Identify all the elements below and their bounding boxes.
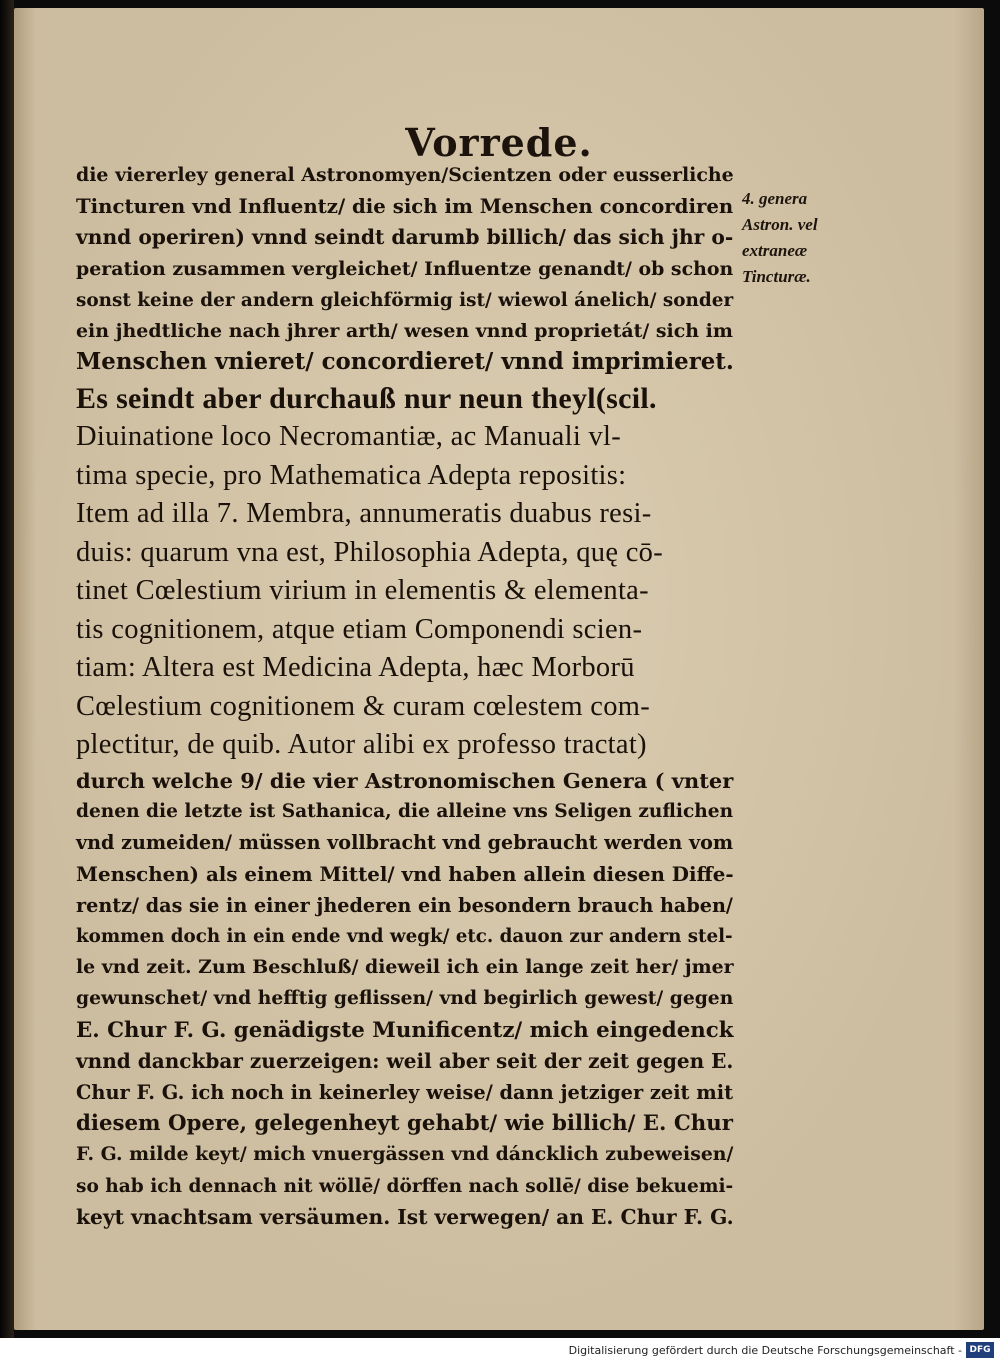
book-spine — [0, 0, 14, 1338]
text-line: Item ad illa 7. Membra, annumeratis duabus resi- — [76, 498, 652, 530]
text-line: Diuinatione loco Necromantiæ, ac Manuali vl- — [76, 421, 622, 453]
text-line: rentz/ das sie in einer jhederen ein besondern brauch haben/ — [76, 893, 733, 917]
marginal-note-line: extraneæ — [742, 241, 808, 260]
text-line: gewunschet/ vnd hefftig geflissen/ vnd begirlich gewest/ gegen — [76, 987, 734, 1010]
text-line: ein jhedtliche nach jhrer arth/ wesen vnnd proprietát/ sich im — [76, 320, 733, 343]
main-text-block — [76, 160, 740, 1233]
text-line: le vnd zeit. Zum Beschluß/ dieweil ich ein lange zeit her/ jmer — [76, 956, 734, 979]
text-line: diesem Opere, gelegenheyt gehabt/ wie billich/ E. Chur — [76, 1111, 733, 1137]
text-line: Menschen) als einem Mittel/ vnd haben allein diesen Diffe- — [76, 861, 734, 886]
footer-credit: Digitalisierung gefördert durch die Deutsche Forschungsgemeinschaft - — [568, 1344, 962, 1357]
text-line: peration zusammen vergleichet/ Influentze genandt/ ob schon — [76, 257, 734, 280]
text-line: kommen doch in ein ende vnd wegk/ etc. dauon zur andern stel- — [76, 925, 733, 947]
text-line: die viererley general Astronomyen/Scientzen oder eusserliche — [76, 164, 734, 186]
marginal-note-line: 4. genera — [742, 189, 808, 208]
text-line: F. G. milde keyt/ mich vnuergässen vnd dáncklich zubeweisen/ — [76, 1143, 734, 1166]
text-line: plectitur, de quib. Autor alibi ex professo tractat) — [76, 729, 647, 761]
text-line: keyt vnachtsam versäumen. Ist verwegen/ an E. Chur F. G. — [76, 1204, 734, 1229]
text-line: Chur F. G. ich noch in keinerley weise/ dann jetziger zeit mit — [76, 1080, 734, 1104]
text-line: duis: quarum vna est, Philosophia Adepta, quę cō- — [76, 536, 663, 568]
text-line: durch welche 9/ die vier Astronomischen Genera ( vnter — [76, 767, 734, 793]
dfg-logo: DFG — [966, 1342, 994, 1358]
text-line: Cœlestium cognitionem & curam cœlestem com- — [76, 690, 651, 722]
page-header: Vorrede. — [405, 120, 593, 165]
text-line: vnnd operiren) vnnd seindt darumb billich/ das sich jhr o- — [76, 225, 734, 250]
marginal-note-line: Tincturæ. — [742, 267, 811, 286]
marginal-note — [742, 186, 852, 290]
marginal-note-line: Astron. vel — [742, 215, 818, 234]
text-line: tinet Cœlestium virium in elementis & elementa- — [76, 575, 649, 607]
text-line: so hab ich dennach nit wöllē/ dörffen nach sollē/ dise bekuemi- — [76, 1175, 734, 1197]
text-line: denen die letzte ist Sathanica, die alleine vns Seligen zuflichen — [76, 801, 734, 823]
text-line: vnd zumeiden/ müssen vollbracht vnd gebraucht werden vom — [76, 831, 734, 855]
text-line: tis cognitionem, atque etiam Componendi scien- — [76, 613, 643, 645]
text-line: tiam: Altera est Medicina Adepta, hæc Morborū — [76, 652, 635, 684]
text-line: Es seindt aber durchauß nur neun theyl(scil. — [76, 382, 657, 416]
text-line: sonst keine der andern gleichförmig ist/ wiewol ánelich/ sonder — [76, 289, 734, 311]
text-line: E. Chur F. G. genädigste Munificentz/ mich eingedenck — [76, 1017, 734, 1043]
text-line: Menschen vnieret/ concordieret/ vnnd imprimieret. — [76, 349, 734, 376]
text-line: vnnd danckbar zuerzeigen: weil aber seit der zeit gegen E. — [76, 1048, 734, 1073]
text-line: Tincturen vnd Influentz/ die sich im Menschen concordiren — [76, 194, 734, 219]
text-line: tima specie, pro Mathematica Adepta repositis: — [76, 459, 627, 491]
